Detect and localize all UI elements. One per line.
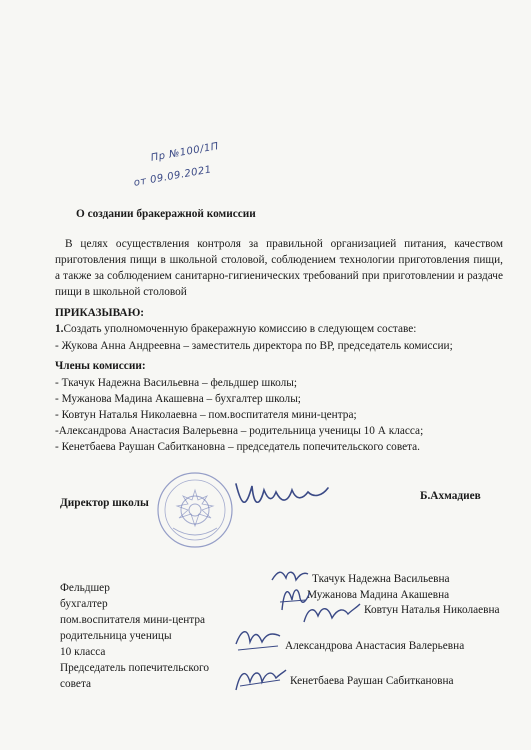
- signer-name: Ткачук Надежна Васильевна: [312, 573, 450, 585]
- commission-chair: - Жукова Анна Андреевна – заместитель директора по ВР, председатель комиссии;: [55, 340, 453, 352]
- item-text: Создать уполномоченную бракеражную комиссию в следующем составе:: [63, 323, 417, 335]
- signature-aleksandrova: [232, 624, 284, 654]
- role-label: пом.воспитателя мини-центра: [60, 614, 206, 626]
- role-label: 10 класса: [60, 646, 106, 658]
- role-label: совета: [60, 678, 92, 690]
- role-label: родительница ученицы: [60, 630, 172, 642]
- director-name: Б.Ахмадиев: [420, 490, 481, 502]
- handwritten-order-number: Пр №100/1П: [150, 141, 220, 164]
- member-line: -Александрова Анастасия Валерьевна – родительница ученицы 10 А класса;: [55, 425, 424, 437]
- signer-name: Мужанова Мадина Акашевна: [307, 589, 450, 601]
- item-number: 1.: [55, 323, 64, 335]
- member-line: - Кенетбаева Раушан Сабиткановна – председатель попечительского совета.: [55, 441, 421, 453]
- document-title: О создании бракеражной комиссии: [76, 208, 256, 220]
- director-label: Директор школы: [60, 497, 149, 509]
- member-line: - Ковтун Наталья Николаевна – пом.воспитателя мини-центра;: [55, 409, 357, 421]
- role-label: бухгалтер: [60, 598, 108, 610]
- signature-kenetbaeva: [232, 664, 288, 696]
- role-label: Фельдшер: [60, 582, 110, 594]
- director-signature: [232, 478, 332, 512]
- signature-kovtun: [300, 598, 362, 628]
- signer-name: Кенетбаева Раушан Сабиткановна: [290, 675, 454, 687]
- official-seal: [155, 470, 235, 550]
- members-heading: Члены комиссии:: [55, 360, 146, 372]
- signer-name: Ковтун Наталья Николаевна: [364, 604, 500, 616]
- order-word: ПРИКАЗЫВАЮ:: [55, 307, 145, 319]
- order-item-1: [55, 323, 416, 336]
- member-line: - Ткачук Надежна Васильевна – фельдшер школы;: [55, 377, 297, 389]
- signer-name: Александрова Анастасия Валерьевна: [285, 640, 465, 652]
- preamble-paragraph: В целях осуществления контроля за правильной организацией питания, качеством приготовления пищи в школьной столовой, соблюдением технологии приготовления пищи, а также за соблюдением санитарно-гигиенических требований при приготовлении и раздаче пищи в школьной столовой: [55, 238, 503, 298]
- member-line: - Мужанова Мадина Акашевна – бухгалтер школы;: [55, 393, 301, 405]
- handwritten-order-date: от 09.09.2021: [133, 164, 213, 189]
- role-label: Председатель попечительского: [60, 662, 209, 674]
